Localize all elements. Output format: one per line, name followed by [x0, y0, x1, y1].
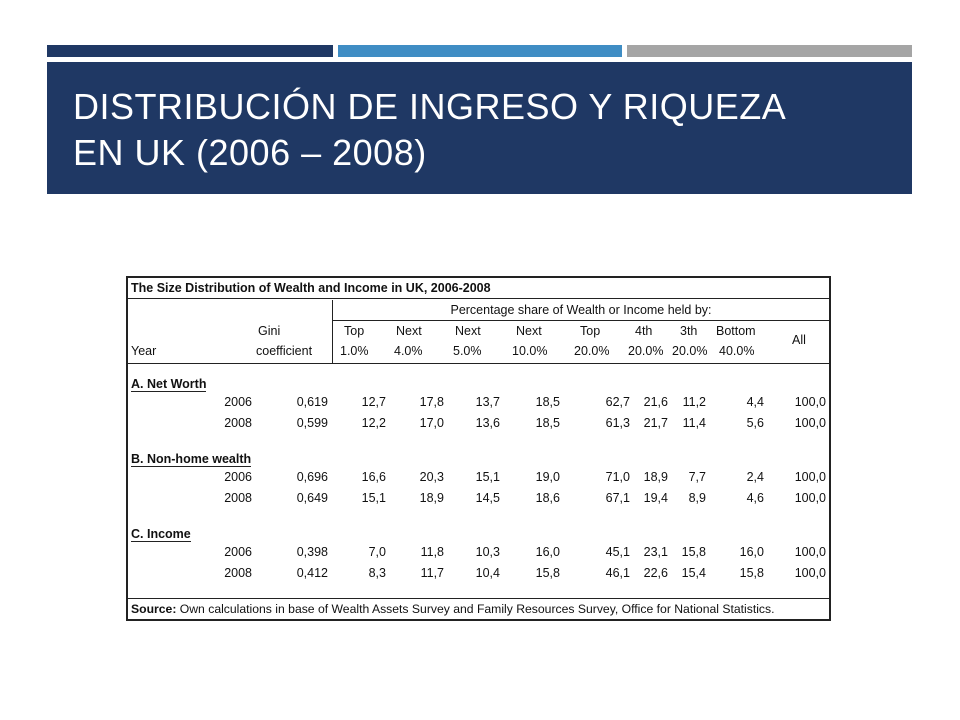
- cell-all: 100,0: [794, 416, 826, 430]
- slide-title-line-1: DISTRIBUCIÓN DE INGRESO Y RIQUEZA: [73, 86, 787, 127]
- source-divider: [128, 598, 829, 599]
- cell-value: 12,2: [361, 416, 386, 430]
- col-header-top-1: Top: [344, 324, 365, 338]
- cell-value: 19,4: [643, 491, 668, 505]
- col-header-next-10: Next: [516, 324, 542, 338]
- cell-value: 12,7: [361, 395, 386, 409]
- cell-value: 71,0: [605, 470, 630, 484]
- cell-all: 100,0: [794, 395, 826, 409]
- cell-value: 21,6: [643, 395, 668, 409]
- source-text: Own calculations in base of Wealth Assets Survey and Family Resources Survey, Office for National Statistics.: [176, 602, 775, 616]
- cell-value: 11,2: [682, 395, 706, 409]
- cell-gini: 0,398: [296, 545, 328, 559]
- gini-header-line-1: Gini: [258, 324, 281, 338]
- cell-value: 18,5: [535, 395, 560, 409]
- col-header-next-5-pct: 5.0%: [453, 344, 482, 358]
- cell-value: 7,7: [688, 470, 706, 484]
- cell-value: 17,0: [419, 416, 444, 430]
- slide-title-box: [47, 62, 912, 194]
- cell-value: 11,8: [420, 545, 444, 559]
- accent-bar-dark: [47, 45, 333, 57]
- cell-value: 23,1: [643, 545, 668, 559]
- col-header-bottom: Bottom: [716, 324, 756, 338]
- cell-all: 100,0: [794, 545, 826, 559]
- col-header-top-1-pct: 1.0%: [340, 344, 369, 358]
- cell-value: 46,1: [605, 566, 630, 580]
- cell-value: 15,1: [361, 491, 386, 505]
- cell-value: 4,6: [746, 491, 764, 505]
- col-header-all: All: [792, 333, 806, 347]
- wealth-income-table: [126, 276, 831, 621]
- cell-value: 10,4: [475, 566, 500, 580]
- cell-value: 67,1: [605, 491, 630, 505]
- col-header-next-5: Next: [455, 324, 481, 338]
- cell-value: 15,8: [739, 566, 764, 580]
- gini-header-line-2: coefficient: [256, 344, 313, 358]
- cell-year: 2008: [224, 566, 252, 580]
- cell-year: 2006: [224, 545, 252, 559]
- header-divider: [128, 363, 829, 364]
- cell-value: 45,1: [605, 545, 630, 559]
- col-header-4th: 4th: [635, 324, 653, 338]
- cell-value: 18,6: [535, 491, 560, 505]
- percentage-share-header: Percentage share of Wealth or Income held by:: [332, 300, 829, 321]
- cell-value: 15,1: [475, 470, 500, 484]
- table-title: The Size Distribution of Wealth and Income in UK, 2006-2008: [128, 278, 829, 299]
- cell-year: 2008: [224, 491, 252, 505]
- cell-value: 5,6: [746, 416, 764, 430]
- cell-value: 21,7: [643, 416, 668, 430]
- gini-column-divider: [332, 321, 333, 363]
- accent-bar-gray: [627, 45, 912, 57]
- col-header-4th-pct: 20.0%: [628, 344, 664, 358]
- source-label: Source:: [131, 602, 177, 616]
- cell-value: 15,8: [535, 566, 560, 580]
- cell-value: 20,3: [419, 470, 444, 484]
- cell-all: 100,0: [794, 566, 826, 580]
- cell-value: 8,9: [688, 491, 706, 505]
- section-label-text: A. Net Worth: [131, 377, 207, 391]
- cell-value: 13,6: [475, 416, 500, 430]
- cell-value: 11,7: [420, 566, 444, 580]
- section-label-text: C. Income: [131, 527, 191, 541]
- cell-value: 11,4: [682, 416, 706, 430]
- cell-value: 15,8: [681, 545, 706, 559]
- cell-gini: 0,599: [296, 416, 328, 430]
- cell-value: 16,0: [739, 545, 764, 559]
- accent-bar-blue: [338, 45, 622, 57]
- slide-title-line-2: EN UK (2006 – 2008): [73, 132, 427, 173]
- year-header: Year: [131, 344, 157, 358]
- cell-year: 2006: [224, 470, 252, 484]
- cell-value: 18,9: [643, 470, 668, 484]
- section-label: [131, 525, 191, 543]
- cell-all: 100,0: [794, 470, 826, 484]
- col-header-3th-pct: 20.0%: [672, 344, 708, 358]
- cell-value: 13,7: [475, 395, 500, 409]
- section-label-text: B. Non-home wealth: [131, 452, 252, 466]
- cell-year: 2006: [224, 395, 252, 409]
- col-header-3th: 3th: [680, 324, 698, 338]
- cell-year: 2008: [224, 416, 252, 430]
- cell-value: 14,5: [475, 491, 500, 505]
- cell-value: 62,7: [605, 395, 630, 409]
- section-label: [131, 450, 251, 468]
- section-label: [131, 375, 206, 393]
- col-header-next-10-pct: 10.0%: [512, 344, 548, 358]
- cell-value: 18,9: [419, 491, 444, 505]
- table-source: [131, 600, 775, 619]
- cell-value: 19,0: [535, 470, 560, 484]
- col-header-top-20-pct: 20.0%: [574, 344, 610, 358]
- cell-value: 7,0: [368, 545, 386, 559]
- cell-value: 15,4: [681, 566, 706, 580]
- col-header-next-4: Next: [396, 324, 422, 338]
- cell-value: 8,3: [368, 566, 386, 580]
- col-header-bottom-pct: 40.0%: [719, 344, 755, 358]
- cell-value: 16,6: [361, 470, 386, 484]
- col-header-next-4-pct: 4.0%: [394, 344, 423, 358]
- cell-gini: 0,696: [296, 470, 328, 484]
- cell-value: 4,4: [746, 395, 764, 409]
- cell-value: 18,5: [535, 416, 560, 430]
- cell-value: 2,4: [746, 470, 764, 484]
- cell-value: 22,6: [643, 566, 668, 580]
- cell-value: 61,3: [605, 416, 630, 430]
- cell-gini: 0,619: [296, 395, 328, 409]
- cell-gini: 0,649: [296, 491, 328, 505]
- cell-all: 100,0: [794, 491, 826, 505]
- col-header-top-20: Top: [580, 324, 601, 338]
- cell-value: 10,3: [475, 545, 500, 559]
- cell-value: 16,0: [535, 545, 560, 559]
- cell-gini: 0,412: [296, 566, 328, 580]
- cell-value: 17,8: [419, 395, 444, 409]
